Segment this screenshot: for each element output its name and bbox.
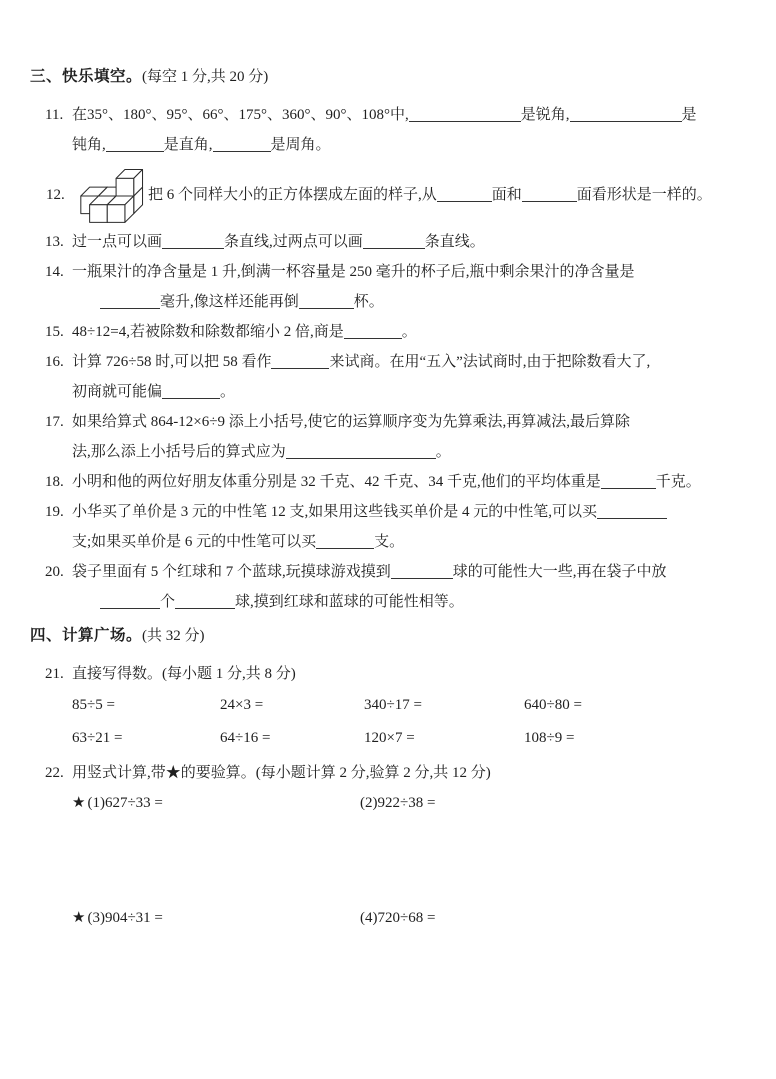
question-text: 把 6 个同样大小的正方体摆成左面的样子,从 xyxy=(148,186,437,203)
equation-text: (1)627÷33 = xyxy=(87,795,163,811)
question-22 xyxy=(45,758,750,788)
section-3-note: (每空 1 分,共 20 分) xyxy=(142,69,269,85)
equation-3 xyxy=(72,903,360,933)
equation-text: (3)904÷31 = xyxy=(87,910,163,926)
question-text: 计算 726÷58 时,可以把 58 看作 xyxy=(72,354,272,370)
star-icon: ★ xyxy=(72,910,88,926)
answer-blank xyxy=(522,199,577,202)
question-17 xyxy=(45,407,750,467)
answer-blank xyxy=(106,149,164,152)
answer-blank xyxy=(597,516,667,519)
question-14-line-1 xyxy=(72,257,750,287)
question-text: 球的可能性大一些,再在袋子中放 xyxy=(452,564,667,580)
answer-blank xyxy=(162,246,224,249)
question-15-line xyxy=(72,317,750,347)
question-16-number: 16. xyxy=(45,354,64,370)
answer-blank xyxy=(363,246,425,249)
section-4-heading xyxy=(30,625,750,647)
question-text: 是 xyxy=(681,107,697,123)
answer-blank xyxy=(162,396,220,399)
question-18-line xyxy=(72,467,750,497)
question-text: 小明和他的两位好朋友体重分别是 32 千克、42 千克、34 千克,他们的平均体重是 xyxy=(72,474,601,490)
question-text: 过一点可以画 xyxy=(72,234,163,250)
six-cubes-figure-icon xyxy=(72,165,144,224)
question-14-line-2 xyxy=(72,287,750,317)
question-text: 初商就可能偏 xyxy=(72,384,163,400)
question-text: 面看形状是一样的。 xyxy=(576,186,712,203)
question-text: 小华买了单价是 3 元的中性笔 12 支,如果用这些钱买单价是 4 元的中性笔,可以买 xyxy=(72,504,598,520)
calc-expression: 63÷21 = xyxy=(72,730,123,746)
question-text: 杯。 xyxy=(353,294,384,310)
question-text: 球,摸到红球和蓝球的可能性相等。 xyxy=(235,594,464,610)
question-16 xyxy=(45,347,750,407)
question-text: 在35°、180°、95°、66°、175°、360°、90°、108°中, xyxy=(72,107,409,123)
question-19-line-2 xyxy=(72,527,750,557)
question-text: 袋子里面有 5 个红球和 7 个蓝球,玩摸球游戏摸到 xyxy=(72,564,391,580)
section-4-title: 四、计算广场。 xyxy=(30,627,143,644)
vertical-calculation-row-2 xyxy=(72,903,750,933)
question-18-number: 18. xyxy=(45,474,64,490)
question-note: (每小题 1 分,共 8 分) xyxy=(162,666,296,682)
question-21-number: 21. xyxy=(45,666,64,682)
question-14-number: 14. xyxy=(45,264,64,280)
question-17-line-1 xyxy=(72,407,750,437)
question-20-number: 20. xyxy=(45,564,64,580)
answer-blank xyxy=(100,306,160,309)
question-21 xyxy=(45,659,750,689)
question-13 xyxy=(45,227,750,257)
question-19 xyxy=(45,497,750,557)
question-12-number: 12. xyxy=(46,186,65,203)
question-text: 个 xyxy=(160,594,176,610)
calc-expression: 24×3 = xyxy=(220,697,264,713)
calc-expression: 640÷80 = xyxy=(524,697,582,713)
equation-text: (4)720÷68 = xyxy=(360,910,436,926)
answer-blank xyxy=(286,456,436,459)
question-18 xyxy=(45,467,750,497)
answer-blank xyxy=(213,149,271,152)
calc-expression: 340÷17 = xyxy=(364,697,422,713)
question-text: 来试商。在用“五入”法试商时,由于把除数看大了, xyxy=(329,354,651,370)
question-11-line-2 xyxy=(72,130,750,160)
question-11 xyxy=(45,100,750,160)
question-16-line-2 xyxy=(72,377,750,407)
question-text: 面和 xyxy=(491,186,522,203)
answer-blank xyxy=(175,606,235,609)
question-11-number: 11. xyxy=(45,107,64,123)
question-text: 一瓶果汁的净含量是 1 升,倒满一杯容量是 250 毫升的杯子后,瓶中剩余果汁的净含量是 xyxy=(72,264,635,280)
question-text: 48÷12=4,若被除数和除数都缩小 2 倍,商是 xyxy=(72,324,344,340)
answer-blank xyxy=(391,576,453,579)
equation-1 xyxy=(72,788,360,818)
question-19-line-1 xyxy=(72,497,750,527)
vertical-calculation-row-1 xyxy=(72,788,750,818)
question-17-number: 17. xyxy=(45,414,64,430)
question-20-line-1 xyxy=(72,557,750,587)
question-text: 钝角, xyxy=(72,137,106,153)
answer-blank xyxy=(344,336,402,339)
calc-expression: 120×7 = xyxy=(364,730,415,746)
question-text: 是锐角, xyxy=(520,107,570,123)
question-text: 毫升,像这样还能再倒 xyxy=(160,294,299,310)
question-22-instruction xyxy=(72,758,750,788)
question-15-number: 15. xyxy=(45,324,64,340)
question-text: 条直线。 xyxy=(424,234,485,250)
question-21-instruction xyxy=(72,659,750,689)
section-3-title: 三、快乐填空。 xyxy=(30,68,143,85)
equation-2 xyxy=(360,788,750,818)
question-note: (每小题计算 2 分,验算 2 分,共 12 分) xyxy=(255,765,491,781)
question-text: 。 xyxy=(401,324,417,340)
answer-blank xyxy=(437,199,492,202)
question-text: 如果给算式 864-12×6÷9 添上小括号,使它的运算顺序变为先算乘法,再算减法,最后算除 xyxy=(72,414,630,430)
question-text: 。 xyxy=(220,384,236,400)
calc-expression: 108÷9 = xyxy=(524,730,575,746)
question-text: 条直线,过两点可以画 xyxy=(224,234,363,250)
question-12 xyxy=(46,165,750,224)
answer-blank xyxy=(100,606,160,609)
question-text: 支。 xyxy=(374,534,405,550)
question-11-line-1 xyxy=(72,100,750,130)
equation-text: (2)922÷38 = xyxy=(360,795,436,811)
question-16-line-1 xyxy=(72,347,750,377)
question-20-line-2 xyxy=(72,587,750,617)
question-22-number: 22. xyxy=(45,765,64,781)
answer-blank xyxy=(570,119,682,122)
question-text: 直接写得数。 xyxy=(72,666,163,682)
calc-expression: 85÷5 = xyxy=(72,697,115,713)
question-text: 千克。 xyxy=(655,474,701,490)
question-13-number: 13. xyxy=(45,234,64,250)
star-icon: ★ xyxy=(72,795,88,811)
answer-blank xyxy=(316,546,374,549)
section-3-heading xyxy=(30,66,750,88)
question-text: 是直角, xyxy=(163,137,213,153)
question-text: 法,那么添上小括号后的算式应为 xyxy=(72,444,286,460)
question-20 xyxy=(45,557,750,617)
answer-blank xyxy=(271,366,329,369)
oral-calculation-row-2 xyxy=(72,722,750,755)
question-15 xyxy=(45,317,750,347)
section-4-note: (共 32 分) xyxy=(142,628,205,644)
question-12-text xyxy=(148,180,712,210)
question-text: 支;如果买单价是 6 元的中性笔可以买 xyxy=(72,534,317,550)
question-text: 。 xyxy=(435,444,451,460)
answer-blank xyxy=(601,486,656,489)
question-19-number: 19. xyxy=(45,504,64,520)
answer-blank xyxy=(299,306,354,309)
question-text: 用竖式计算,带★的要验算。 xyxy=(72,765,256,781)
question-17-line-2 xyxy=(72,437,750,467)
oral-calculation-row-1 xyxy=(72,689,750,722)
answer-blank xyxy=(409,119,521,122)
equation-4 xyxy=(360,903,750,933)
question-14 xyxy=(45,257,750,317)
question-13-line xyxy=(72,227,750,257)
question-text: 是周角。 xyxy=(270,137,331,153)
calc-expression: 64÷16 = xyxy=(220,730,271,746)
